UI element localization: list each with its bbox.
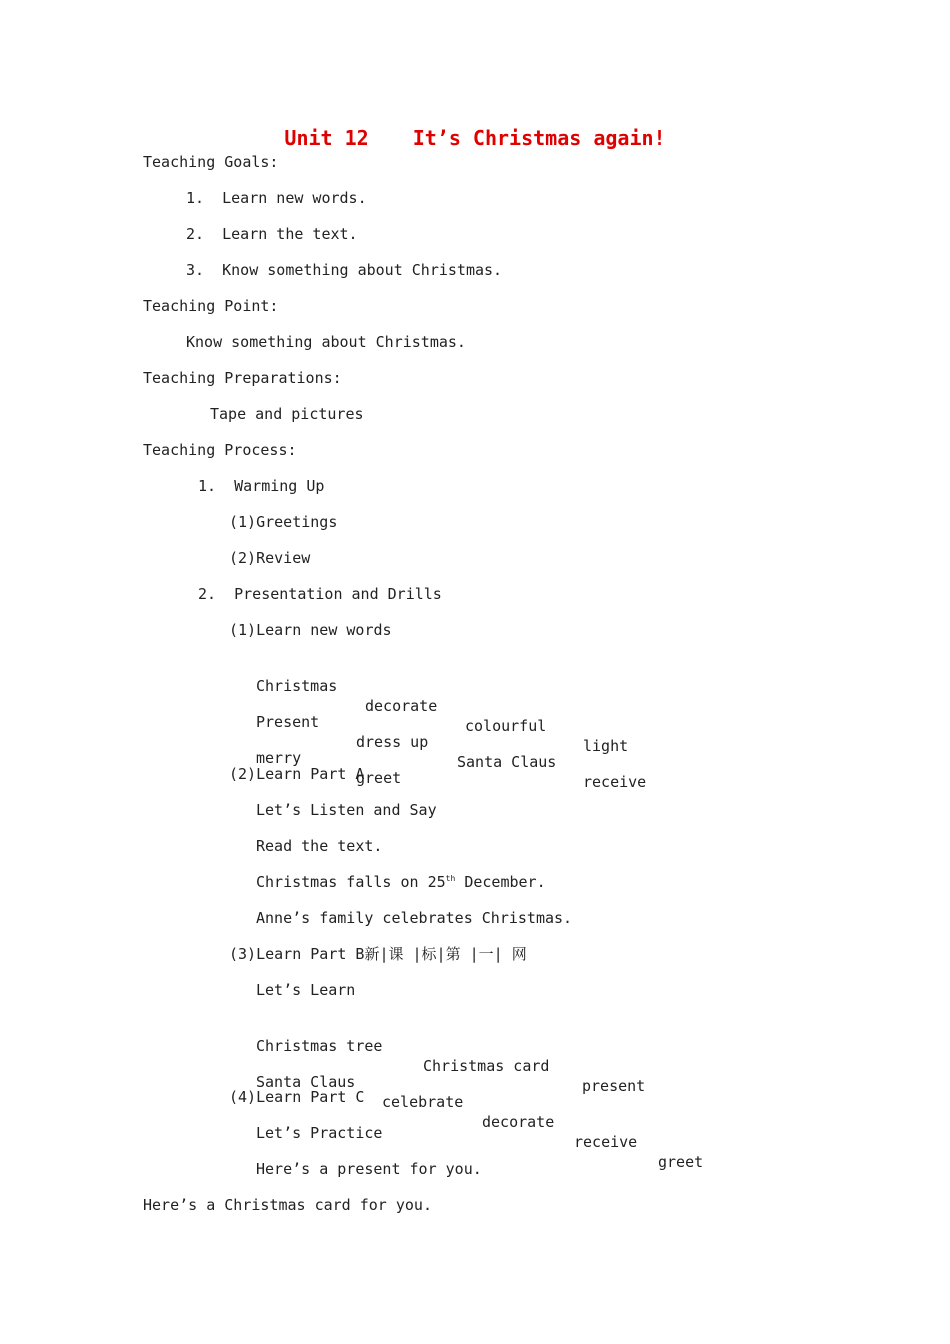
vocab-word: dress up (356, 733, 429, 751)
goal-item: 2. Learn the text. (186, 225, 358, 243)
substep-part-a: (2)Learn Part A (229, 765, 365, 783)
title-name: It’s Christmas again! (412, 126, 666, 150)
teaching-goals-heading: Teaching Goals: (143, 153, 279, 171)
closing-line: Here’s a Christmas card for you. (143, 1196, 432, 1214)
vocab-word: Santa Claus (457, 753, 557, 771)
teaching-preparations-heading: Teaching Preparations: (143, 369, 342, 387)
vocab-word: present (582, 1077, 646, 1095)
vocab-word: Christmas card (423, 1057, 550, 1075)
vocab-word: colourful (465, 717, 547, 735)
part-a-christmas-date (256, 872, 546, 892)
document-title (0, 124, 950, 152)
date-ordinal-suffix: th (445, 874, 456, 883)
vocab-word: receive (583, 773, 647, 791)
substep-review: (2)Review (229, 549, 311, 567)
date-text-after: December. (455, 873, 546, 891)
teaching-preparations-text: Tape and pictures (210, 405, 364, 423)
vocab-word: Santa Claus (256, 1073, 356, 1091)
part-c-line: Here’s a present for you. (256, 1160, 482, 1178)
vocab-word: Present (256, 713, 320, 731)
title-unit: Unit 12 (284, 126, 369, 150)
part-a-line: Read the text. (256, 837, 383, 855)
vocab-word: greet (658, 1153, 704, 1171)
part-a-line: Let’s Listen and Say (256, 801, 437, 819)
goal-item: 3. Know something about Christmas. (186, 261, 503, 279)
date-text-before: Christmas falls on 25 (256, 873, 446, 891)
teaching-process-heading: Teaching Process: (143, 441, 297, 459)
step-warming-up: 1. Warming Up (198, 477, 325, 495)
vocab-word: Christmas tree (256, 1037, 383, 1055)
teaching-point-heading: Teaching Point: (143, 297, 279, 315)
vocab-word: decorate (482, 1113, 555, 1131)
vocab-word: celebrate (382, 1093, 464, 1111)
substep-learn-words: (1)Learn new words (229, 621, 392, 639)
part-a-line: Anne’s family celebrates Christmas. (256, 909, 573, 927)
goal-item: 1. Learn new words. (186, 189, 367, 207)
vocab-word: decorate (365, 697, 438, 715)
step-presentation: 2. Presentation and Drills (198, 585, 442, 603)
part-c-line: Let’s Practice (256, 1124, 383, 1142)
substep-part-b: (3)Learn Part B新|课 |标|第 |一| 网 (229, 945, 527, 963)
vocab-word: greet (356, 769, 402, 787)
vocab-word: receive (574, 1133, 638, 1151)
vocab-word: merry (256, 749, 302, 767)
vocab-word: light (583, 737, 629, 755)
part-b-line: Let’s Learn (256, 981, 356, 999)
vocab-word: Christmas (256, 677, 338, 695)
teaching-point-text: Know something about Christmas. (186, 333, 466, 351)
substep-greetings: (1)Greetings (229, 513, 338, 531)
substep-part-c: (4)Learn Part C (229, 1088, 365, 1106)
